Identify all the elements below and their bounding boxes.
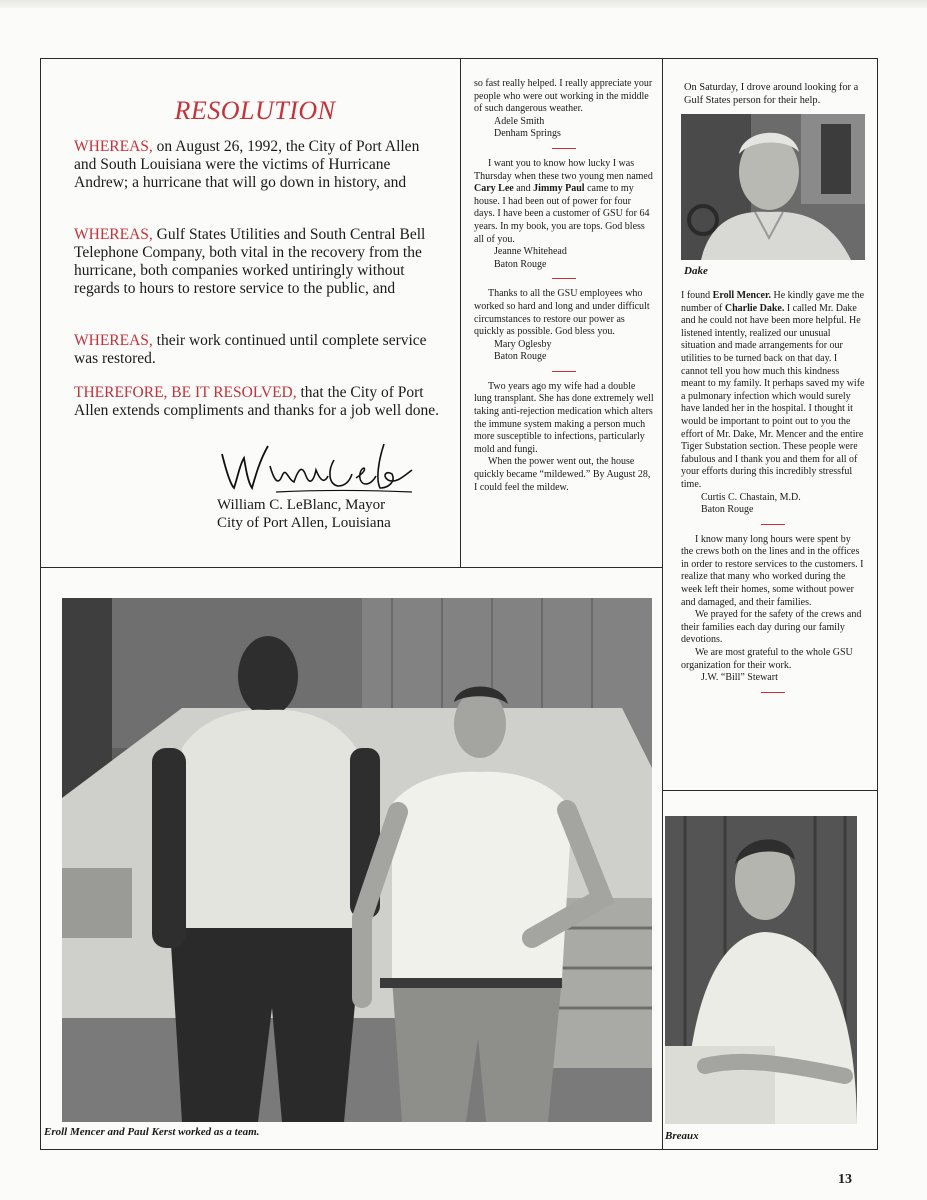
letter-city: Baton Rouge [494, 351, 547, 363]
letter-city: Denham Springs [494, 128, 561, 140]
paragraph-text: Gulf States Utilities and South Central Bell Telephone Company, both vital in the recovery from the hurricane, both companies worked untiringly without regards to hours to restore service to the public, and [74, 226, 426, 297]
divider-under-resolution [40, 567, 662, 568]
photo-breaux [665, 816, 857, 1124]
signer-name: William C. LeBlanc, Mayor [217, 497, 386, 513]
page-top-edge [0, 0, 927, 8]
signer-city: City of Port Allen, Louisiana [217, 515, 391, 531]
divider-resolution-middle [460, 58, 461, 568]
letter-signer: Mary Oglesby [494, 338, 552, 350]
photo-dake [681, 114, 865, 260]
divider-right-letters-photo [662, 790, 878, 791]
paragraph-text: their work continued until complete service was restored. [74, 332, 427, 367]
resolution-paragraph-4 [74, 384, 444, 420]
red-separator [761, 692, 785, 693]
letter-signer: Curtis C. Chastain, M.D. [701, 491, 801, 503]
resolution-paragraph-1 [74, 138, 444, 192]
paragraph-lead: WHEREAS, [74, 138, 153, 155]
right-intro: On Saturday, I drove around looking for a Gulf States person for their help. [684, 82, 859, 106]
red-separator [761, 524, 785, 525]
letter-signer: Jeanne Whitehead [494, 246, 567, 258]
red-separator [552, 148, 576, 149]
page-number: 13 [838, 1172, 852, 1187]
middle-letter-column [474, 78, 654, 494]
letter-signer: Adele Smith [494, 115, 545, 127]
letter-city: Baton Rouge [494, 258, 547, 270]
letter-text: Two years ago my wife had a double lung transplant. She has done extremely well taking anti-rejection medication which alters the immune system making a person much more susceptible to infections, particularly mold and fungi. [474, 380, 654, 455]
red-separator [552, 371, 576, 372]
right-letter-column [681, 290, 865, 702]
paragraph-text: on August 26, 1992, the City of Port Allen and South Louisiana were the victims of Hurricane Andrew; a hurricane that will go down in history, and [74, 138, 420, 191]
caption-main-photo: Eroll Mencer and Paul Kerst worked as a team. [44, 1126, 260, 1138]
resolution-paragraph-3 [74, 332, 444, 368]
divider-middle-right [662, 58, 663, 1150]
mayor-signature [216, 440, 416, 496]
letter-text: When the power went out, the house quickly became “mildewed.” By August 28, I could feel the mildew. [474, 456, 651, 493]
letter-text: We are most grateful to the whole GSU organization for their work. [681, 647, 853, 671]
letter-text: so fast really helped. I really appreciate your people who were out working in the middle of such dangerous weather. [474, 78, 653, 115]
resolution-paragraph-2 [74, 226, 444, 298]
caption-dake: Dake [684, 265, 708, 277]
letter-text: We prayed for the safety of the crews and their families each day during our family devotions. [681, 609, 862, 646]
letter-text: Thanks to all the GSU employees who worked so hard and long and under difficult circumstances to restore our power as quickly as possible. God bless you. [474, 288, 650, 338]
photo-mencer-and-kerst [62, 598, 652, 1122]
letter-text: I want you to know how lucky I was Thursday when these two young men named Cary Lee and Jimmy Paul came to my house. I had been out of power for four days. I have been a customer of GSU for 64 years. In my book, you are tops. God bless all of you. [474, 157, 653, 245]
red-separator [552, 278, 576, 279]
paragraph-lead: WHEREAS, [74, 332, 153, 349]
letter-text: I found Eroll Mencer. He kindly gave me the number of Charlie Dake. I called Mr. Dake and he could not have been more helpful. He listened intently, realized our unusual situation and made arrangements for our utilities to be turned back on that day. I cannot tell you how much this kindness meant to my family. It perhaps saved my wife a pulmonary infection which would surely have landed her in the hospital. I thought it would be important to point out to you the effort of Mr. Dake, Mr. Mencer and the entire Tiger Substation section. These people were fabulous and I thank you and them for all of your efforts during this incredibly stressful time. [681, 290, 865, 490]
paragraph-lead: WHEREAS, [74, 226, 153, 243]
letter-signer: J.W. “Bill” Stewart [701, 672, 778, 684]
letter-text: I know many long hours were spent by the crews both on the lines and in the offices in order to restore services to the customers. I realize that many who worked during the week left their homes, some without power and damaged, and their families. [681, 533, 864, 608]
letter-city: Baton Rouge [701, 504, 754, 516]
paragraph-text: that the City of Port Allen extends compliments and thanks for a job well done. [74, 384, 440, 419]
paragraph-lead: THEREFORE, BE IT RESOLVED, [74, 384, 297, 401]
caption-breaux: Breaux [665, 1130, 699, 1142]
resolution-title: RESOLUTION [174, 96, 336, 125]
